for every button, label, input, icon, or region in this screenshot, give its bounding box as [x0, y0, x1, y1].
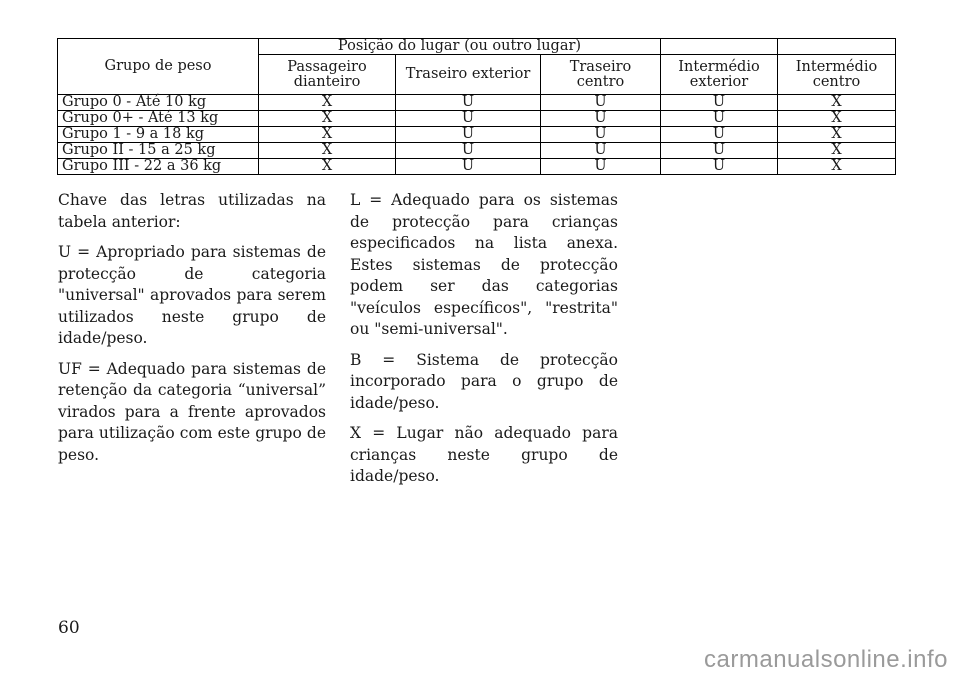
legend-item-uf: UF = Adequado para sistemas de retenção da categoria “universal” virados para a frente aprovados para utilização com este grupo de peso.: [58, 359, 326, 464]
weight-group-cell: Grupo III - 22 a 36 kg: [58, 159, 259, 175]
header-front-passenger: Passageiro dianteiro: [259, 55, 396, 95]
table-cell: X: [778, 143, 896, 159]
table-row: [58, 159, 896, 175]
table-cell: U: [396, 143, 541, 159]
weight-group-cell: Grupo II - 15 a 25 kg: [58, 143, 259, 159]
header-empty-cell: [778, 39, 896, 55]
weight-group-cell: Grupo 0+ - Até 13 kg: [58, 111, 259, 127]
legend-item-l: L = Adequado para os sistemas de protecção para crianças especificados na lista anexa. Estes sistemas de protecção podem ser das categorias "veículos específicos", "restrita" ou "semi-universal".: [350, 191, 618, 338]
table-cell: X: [259, 143, 396, 159]
legend-item-u: U = Apropriado para sistemas de protecção de categoria "universal" aprovados para serem utilizados neste grupo de idade/peso.: [58, 243, 326, 347]
table-cell: U: [661, 159, 778, 175]
legend-right-column: [350, 190, 618, 497]
table-cell: X: [259, 159, 396, 175]
table-cell: U: [541, 143, 661, 159]
table-row: [58, 95, 896, 111]
table-cell: U: [541, 111, 661, 127]
header-seat-position: Posição do lugar (ou outro lugar): [259, 39, 661, 55]
table-cell: X: [778, 159, 896, 175]
table-cell: X: [259, 111, 396, 127]
table-cell: U: [541, 95, 661, 111]
table-cell: U: [661, 111, 778, 127]
table-cell: U: [541, 127, 661, 143]
legend-item-b: B = Sistema de protecção incorporado para o grupo de idade/peso.: [350, 350, 618, 412]
header-middle-outer: Intermédio exterior: [661, 55, 778, 95]
table-cell: X: [259, 95, 396, 111]
page-number: 60: [58, 618, 80, 638]
table-row: [58, 143, 896, 159]
table-cell: U: [396, 159, 541, 175]
legend-left-column: [58, 190, 326, 475]
table-cell: U: [661, 143, 778, 159]
table-cell: X: [259, 127, 396, 143]
table-cell: X: [778, 111, 896, 127]
header-weight-group: Grupo de peso: [58, 39, 259, 95]
table-cell: U: [661, 127, 778, 143]
weight-group-cell: Grupo 0 - Até 10 kg: [58, 95, 259, 111]
legend-item-x: X = Lugar não adequado para crianças neste grupo de idade/peso.: [350, 424, 618, 485]
table-row: [58, 111, 896, 127]
table-cell: X: [778, 95, 896, 111]
table-cell: U: [661, 95, 778, 111]
table-cell: X: [778, 127, 896, 143]
header-middle-center: Intermédio centro: [778, 55, 896, 95]
watermark: carmanualsonline.info: [704, 646, 948, 673]
table-cell: U: [396, 111, 541, 127]
table-cell: U: [396, 127, 541, 143]
header-rear-center: Traseiro centro: [541, 55, 661, 95]
header-empty-cell: [661, 39, 778, 55]
header-rear-outer: Traseiro exterior: [396, 55, 541, 95]
table-row: [58, 127, 896, 143]
table-cell: U: [396, 95, 541, 111]
legend-intro: Chave das letras utilizadas na tabela anterior:: [58, 191, 326, 231]
weight-group-cell: Grupo 1 - 9 a 18 kg: [58, 127, 259, 143]
table-cell: U: [541, 159, 661, 175]
child-seat-table: [57, 38, 896, 175]
